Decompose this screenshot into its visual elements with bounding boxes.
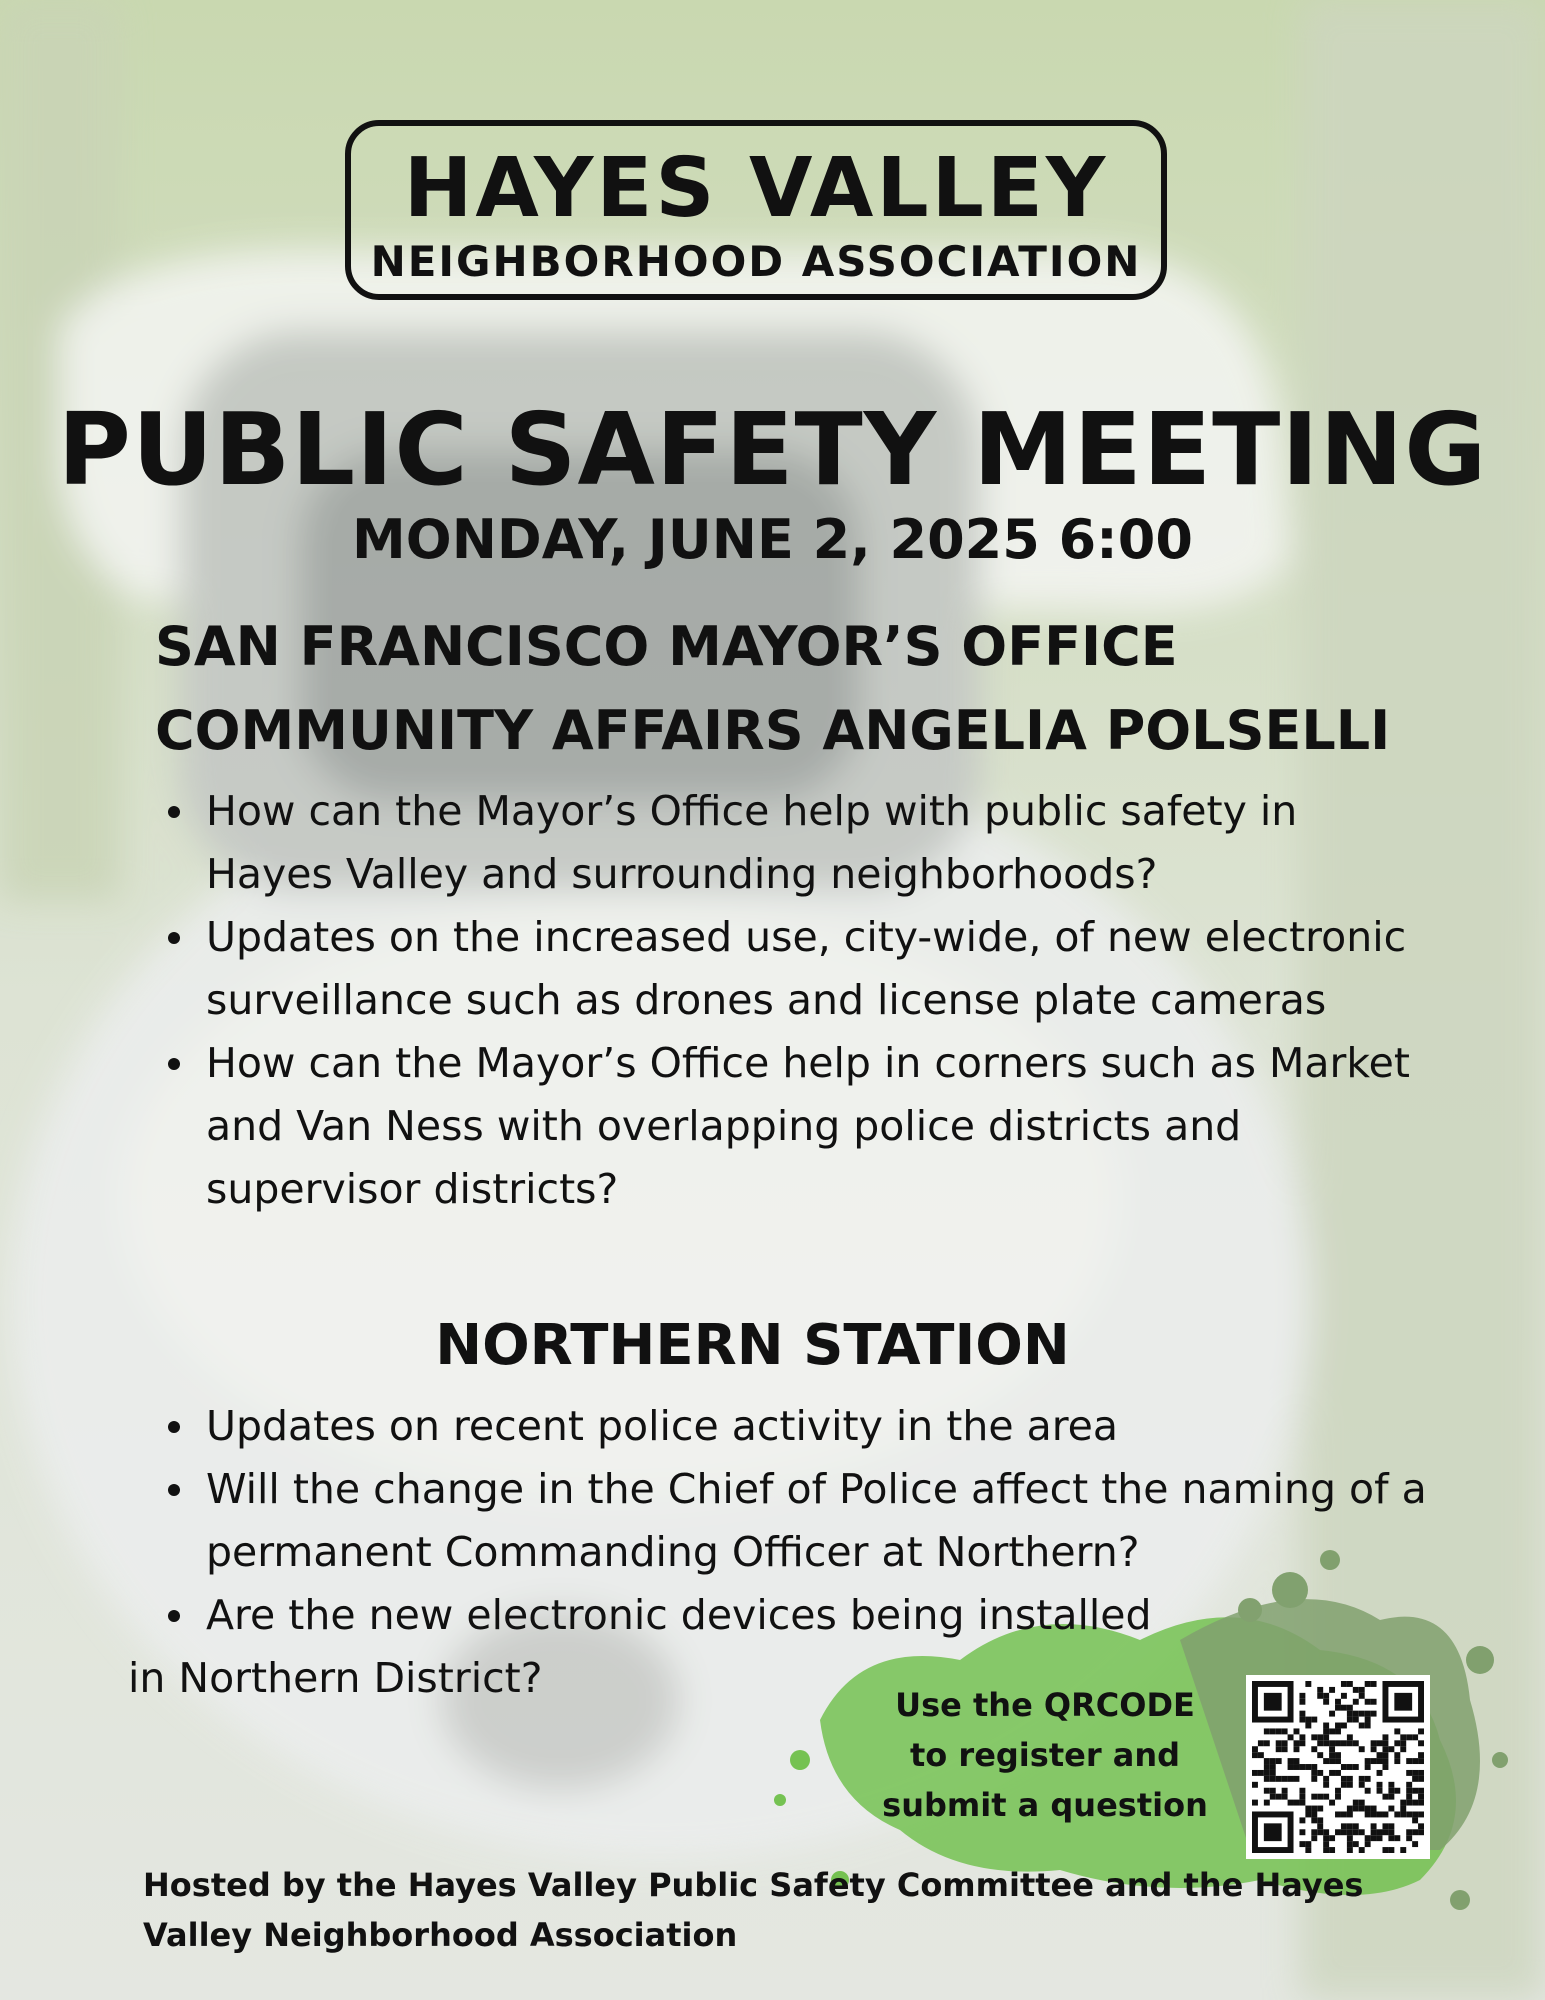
hosted-by-footer (143, 1860, 1373, 1960)
list-item: How can the Mayor’s Office help in corners such as Market and Van Ness with overlapping police districts and supervisor districts? (156, 1032, 1416, 1221)
qr-instructions (860, 1680, 1230, 1830)
qr-instructions-line2: to register and (909, 1736, 1181, 1774)
list-item: Are the new electronic devices being installed (156, 1584, 1476, 1647)
qr-instructions-line1: Use the QRCODE (895, 1686, 1195, 1724)
northern-section-heading: NORTHERN STATION (435, 1313, 1070, 1378)
mayor-heading-line1: SAN FRANCISCO MAYOR’S OFFICE (155, 615, 1178, 678)
mayor-heading-line2: COMMUNITY AFFAIRS ANGELIA POLSELLI (155, 699, 1391, 762)
mayor-topics-list (156, 780, 1416, 1221)
registration-qr-code[interactable] (1246, 1675, 1430, 1859)
northern-topics-list (156, 1395, 1476, 1647)
logo-subtitle: NEIGHBORHOOD ASSOCIATION (370, 237, 1142, 286)
footer-line2: Valley Neighborhood Association (143, 1916, 738, 1954)
mayor-section-heading (155, 605, 1455, 773)
association-logo (345, 120, 1167, 300)
list-item: Updates on recent police activity in the area (156, 1395, 1476, 1458)
qr-instructions-line3: submit a question (882, 1786, 1208, 1824)
footer-line1: Hosted by the Hayes Valley Public Safety Committee and the Hayes (143, 1866, 1364, 1904)
qr-code-graphic (1252, 1681, 1424, 1853)
logo-title: HAYES VALLEY (403, 141, 1109, 236)
northern-bullet-continuation: in Northern District? (128, 1654, 543, 1702)
list-item: Will the change in the Chief of Police affect the naming of a permanent Commanding Officer at Northern? (156, 1458, 1471, 1584)
list-item: Updates on the increased use, city-wide, of new electronic surveillance such as drones and license plate cameras (156, 906, 1416, 1032)
meeting-date: MONDAY, JUNE 2, 2025 6:00 (352, 508, 1193, 571)
list-item: How can the Mayor’s Office help with public safety in Hayes Valley and surrounding neighborhoods? (156, 780, 1416, 906)
meeting-title: PUBLIC SAFETY MEETING (57, 391, 1488, 508)
